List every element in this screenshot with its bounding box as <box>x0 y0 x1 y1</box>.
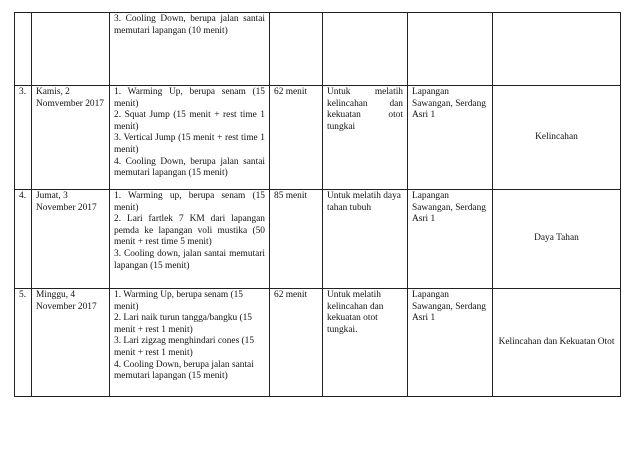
row-durasi: 62 menit <box>270 289 323 397</box>
row-day <box>32 13 110 86</box>
row-lokasi: Lapangan Sawangan, Serdang Asri 1 <box>408 289 493 397</box>
row-materi <box>110 289 270 397</box>
row-keterangan: Daya Tahan <box>493 190 621 289</box>
row-tujuan: Untuk melatih daya tahan tubuh <box>323 190 408 289</box>
table-row <box>15 86 621 190</box>
row-number: 3. <box>15 86 32 190</box>
row-tujuan: Untuk melatih kelincahan dan kekuatan otot tungkai. <box>323 289 408 397</box>
materi-step: 3. Lari zigzag menghindari cones (15 menit + rest 1 menit) <box>114 336 255 358</box>
row-number: 5. <box>15 289 32 397</box>
materi-step: 3. Cooling down, jalan santai memutari lapangan (15 menit) <box>114 248 265 271</box>
row-tujuan: Untuk melatih kelincahan dan kekuatan otot tungkai <box>323 86 408 190</box>
row-durasi: 62 menit <box>270 86 323 190</box>
row-materi <box>110 86 270 190</box>
row-day: Kamis, 2 Nomvember 2017 <box>32 86 110 190</box>
row-number <box>15 13 32 86</box>
row-materi <box>110 190 270 289</box>
materi-step: 1. Warming Up, berupa senam (15 menit) <box>114 290 243 312</box>
row-lokasi: Lapangan Sawangan, Serdang Asri 1 <box>408 190 493 289</box>
row-keterangan: Kelincahan dan Kekuatan Otot <box>493 289 621 397</box>
table-row <box>15 190 621 289</box>
row-materi <box>110 13 270 86</box>
materi-step: 3. Vertical Jump (15 menit + rest time 1 menit) <box>114 133 265 155</box>
materi-step: 1. Warming up, berupa senam (15 menit) <box>114 191 265 213</box>
row-durasi: 85 menit <box>270 190 323 289</box>
row-tujuan <box>323 13 408 86</box>
row-lokasi: Lapangan Sawangan, Serdang Asri 1 <box>408 86 493 190</box>
row-lokasi <box>408 13 493 86</box>
materi-step: 2. Squat Jump (15 menit + rest time 1 menit) <box>114 110 265 132</box>
materi-step: 2. Lari naik turun tangga/bangku (15 menit + rest 1 menit) <box>114 313 252 335</box>
schedule-table <box>14 12 621 397</box>
table-row <box>15 289 621 397</box>
table-row <box>15 13 621 86</box>
row-keterangan <box>493 13 621 86</box>
materi-step: 4. Cooling Down, berupa jalan santai memutari lapangan (15 menit) <box>114 359 254 382</box>
row-day: Minggu, 4 November 2017 <box>32 289 110 397</box>
row-durasi <box>270 13 323 86</box>
row-keterangan: Kelincahan <box>493 86 621 190</box>
row-number: 4. <box>15 190 32 289</box>
row-day: Jumat, 3 November 2017 <box>32 190 110 289</box>
materi-step: 4. Cooling Down, berupa jalan santai memutari lapangan (15 menit) <box>114 156 265 179</box>
materi-step: 2. Lari fartlek 7 KM dari lapangan pemda ke lapangan voli mustika (50 menit + rest time 5 menit) <box>114 214 265 248</box>
materi-step: 3. Cooling Down, berupa jalan santai memutari lapangan (10 menit) <box>114 14 265 36</box>
materi-step: 1. Warming Up, berupa senam (15 menit) <box>114 87 265 109</box>
